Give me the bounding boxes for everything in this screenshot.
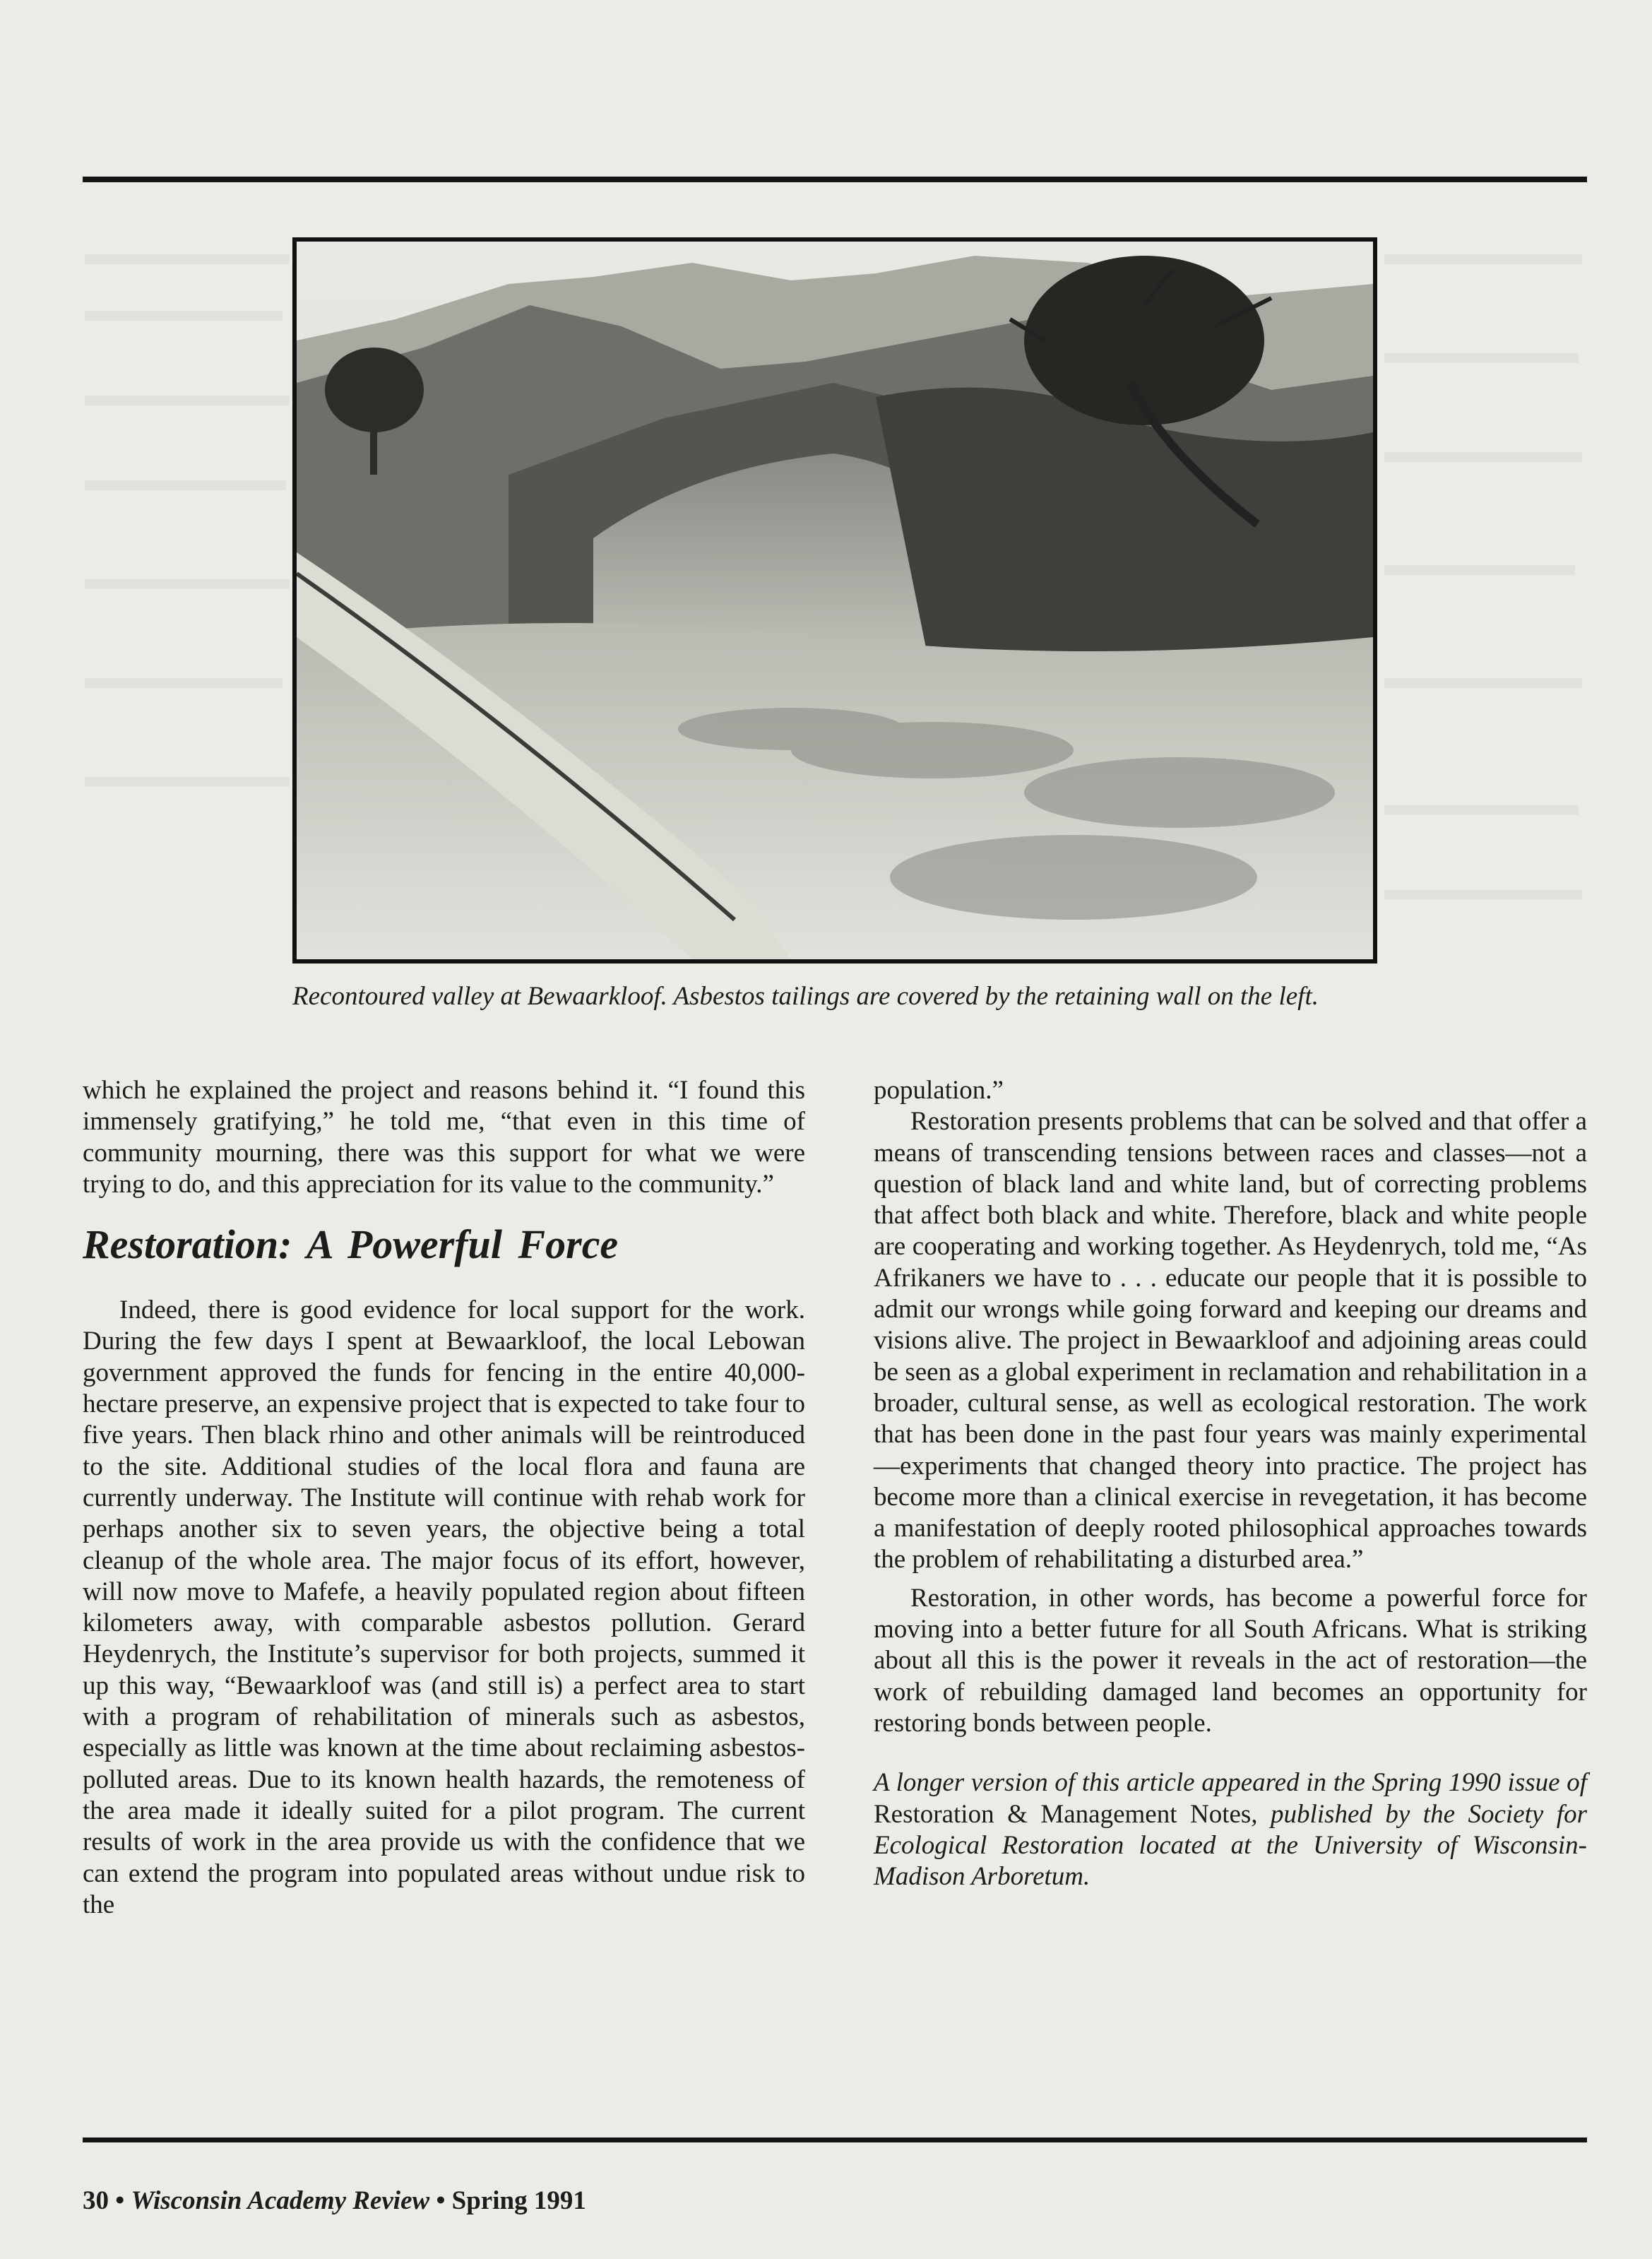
author-note bbox=[874, 1767, 1587, 1892]
issue-date: Spring 1991 bbox=[451, 2186, 586, 2215]
bottom-rule bbox=[83, 2138, 1587, 2142]
left-column bbox=[83, 1075, 805, 1921]
right-para-continued: population.” bbox=[874, 1076, 1004, 1105]
footer-separator: • bbox=[429, 2186, 452, 2215]
right-para-1: Restoration presents problems that can be solved and that offer a means of transcending tensions between races and classes—not a question of black land and white land, but of correcting problems that affect both black and white. Therefore, black and white people are cooperating and working together. As Heydenrych, told me, “As Afrikaners we have to . . . educate our people that it is possible to admit our wrongs while going forward and keeping our dreams and visions alive. The project in Bewaarkloof and adjoining areas could be seen as a global experiment in reclamation and rehabilitation in a broader, cultural sense, as well as ecological restoration. The work that has been done in the past four years was mainly experimental—experiments that changed theory into practice. The project has become more than a clinical exercise in revegetation, it has become a manifestation of deeply rooted philosophical approaches towards the problem of rehabilitating a disturbed area.” bbox=[874, 1107, 1587, 1575]
footer-separator: • bbox=[109, 2186, 131, 2215]
left-para-1: Indeed, there is good evidence for local support for the work. During the few days I spent at Bewaarkloof, the local Lebowan government approved the funds for fencing in the entire 40,000-hectare preserve, an expensive project that is expected to take four to five years. Then black rhino and other animals will be reintroduced to the site. Additional studies of the local flora and fauna are currently underway. The Institute will continue with rehab work for perhaps another six to seven years, the objective being a total cleanup of the whole area. The major focus of its effort, however, will now move to Mafefe, a heavily populated region about fifteen kilometers away, with comparable asbestos pollution. Gerard Heydenrych, the Institute’s supervisor for both projects, summed it up this way, “Bewaarkloof was (and still is) a perfect area to start with a program of rehabilitation of minerals such as asbestos, especially as little was known at the time about reclaiming asbestos-polluted areas. Due to its known health hazards, the remoteness of the area made it ideally suited for a pilot program. The current results of work in the area provide us with the confidence that we can extend the program into populated areas without undue risk to the bbox=[83, 1295, 805, 1919]
left-para-continued: which he explained the project and reasons behind it. “I found this immensely gratifying,” he told me, “that even in this time of community mourning, there was this support for what we were trying to do, and this appreciation for its value to the community.” bbox=[83, 1076, 805, 1199]
landscape-photo bbox=[292, 237, 1377, 964]
note-text-before: A longer version of this article appeared in the Spring 1990 issue of bbox=[874, 1768, 1587, 1798]
photo-illustration bbox=[297, 242, 1373, 959]
note-publication: Restoration & Management Notes bbox=[874, 1799, 1252, 1829]
page-number: 30 bbox=[83, 2186, 109, 2215]
page-footer bbox=[83, 2186, 586, 2216]
photo-caption: Recontoured valley at Bewaarkloof. Asbestos tailings are covered by the retaining wall on the left. bbox=[292, 982, 1319, 1011]
magazine-title: Wisconsin Academy Review bbox=[131, 2186, 430, 2215]
right-column bbox=[874, 1075, 1587, 1892]
top-rule bbox=[83, 177, 1587, 182]
section-heading: Restoration: A Powerful Force bbox=[83, 1221, 619, 1268]
note-text-after: , published by the Society for Ecological Restoration located at the University of Wisconsin-Madison Arboretum. bbox=[874, 1799, 1587, 1892]
right-para-2: Restoration, in other words, has become a powerful force for moving into a better future for all South Africans. What is striking about all this is the power it reveals in the act of restoration—the work of rebuilding damaged land becomes an opportunity for restoring bonds between people. bbox=[874, 1583, 1587, 1738]
